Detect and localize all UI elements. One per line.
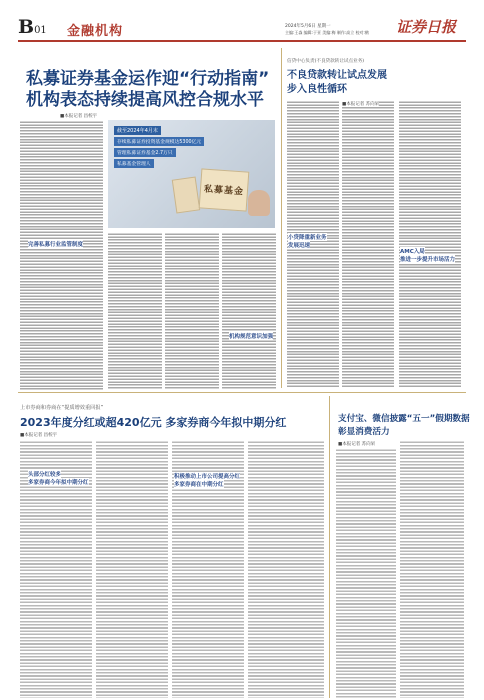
masthead-logo: 证券日报 — [396, 18, 457, 36]
column-divider — [281, 48, 282, 388]
editor-line: 主编:王淼 编辑:于亚 美编:梅 制作:高立 校对:鹤 — [285, 30, 369, 35]
image-hand — [248, 190, 270, 216]
image-caption-1: 存续私募证券投资基金规模达5300亿元 — [114, 137, 204, 146]
rb-col1-text — [336, 448, 396, 698]
column-divider-bottom — [329, 396, 330, 698]
page-number — [18, 16, 47, 38]
lead-col1-text — [20, 120, 103, 390]
page-letter: B — [18, 16, 35, 38]
page-header — [0, 0, 484, 40]
right-subhead-4: 推进一步提升市场活力 — [400, 257, 456, 263]
right-subhead-3: AMC入局 — [400, 249, 425, 255]
middle-col4-text — [248, 440, 324, 698]
right-subhead-2: 发展迅速 — [288, 243, 311, 249]
lead-col4-text — [222, 232, 276, 390]
image-tag: 截至2024年4月末 — [114, 126, 161, 135]
image-block-left — [172, 176, 200, 213]
page-num: 01 — [34, 25, 47, 36]
lead-col3-text — [165, 232, 219, 390]
image-caption-2: 管理私募证券基金2.7万只 — [114, 148, 176, 157]
middle-title: 2023年度分红或超420亿元 多家券商今年拟中期分红 — [20, 416, 287, 429]
lead-title-line1: 私募证券基金运作迎“行动指南” — [26, 69, 270, 89]
lead-subhead-2: 机构规范意识加强 — [229, 334, 274, 340]
middle-col2-text — [96, 440, 168, 698]
lead-title-line2: 机构表态持续提高风控合规水平 — [26, 90, 264, 110]
middle-kicker: 上市券商和券商在“提质增效重回报” — [20, 405, 104, 411]
date-line: 2024年5月6日 星期一 — [285, 24, 331, 29]
rb-byline: ■本报记者 苏向杲 — [338, 442, 376, 447]
right-kicker: 信贷中心负责(不良贷款转让试点业务) — [287, 59, 365, 64]
rb-title-line2: 彰显消费活力 — [338, 427, 390, 437]
header-rule — [18, 40, 466, 42]
lead-subhead-1: 完善私募行业监管制度 — [28, 242, 84, 248]
section-divider — [18, 392, 466, 393]
middle-subhead-4: 多家券商在中期分红 — [174, 482, 224, 488]
middle-subhead-1: 头部分红较多 — [28, 472, 62, 478]
right-title-line2: 步入良性循环 — [287, 84, 347, 95]
image-caption-3: 私募基金管理人 — [114, 159, 154, 168]
lead-col2-text — [108, 232, 162, 390]
right-byline: ■本报记者 苏向杲 — [342, 102, 380, 107]
middle-subhead-3: 积极推动上市公司提高分红 — [174, 474, 241, 480]
middle-byline: ■本报记者 昌校宇 — [20, 433, 58, 438]
rb-col2-text — [400, 440, 464, 698]
right-col3-text — [399, 100, 461, 387]
lead-byline: ■本报记者 昌校宇 — [60, 114, 98, 119]
section-title: 金融机构 — [67, 24, 124, 39]
right-col2-text — [342, 100, 394, 387]
middle-subhead-2: 多家券商今年拟中期分红 — [28, 480, 89, 486]
image-sign-text: 私募基金 — [203, 184, 245, 198]
image-sign — [199, 168, 250, 211]
right-title-line1: 不良贷款转让试点发展 — [287, 70, 387, 81]
rb-title-line1: 支付宝、微信披露“五一”假期数据 — [338, 414, 470, 424]
lead-image — [108, 120, 275, 228]
right-subhead-1: 小贷降重新业务 — [288, 235, 327, 241]
